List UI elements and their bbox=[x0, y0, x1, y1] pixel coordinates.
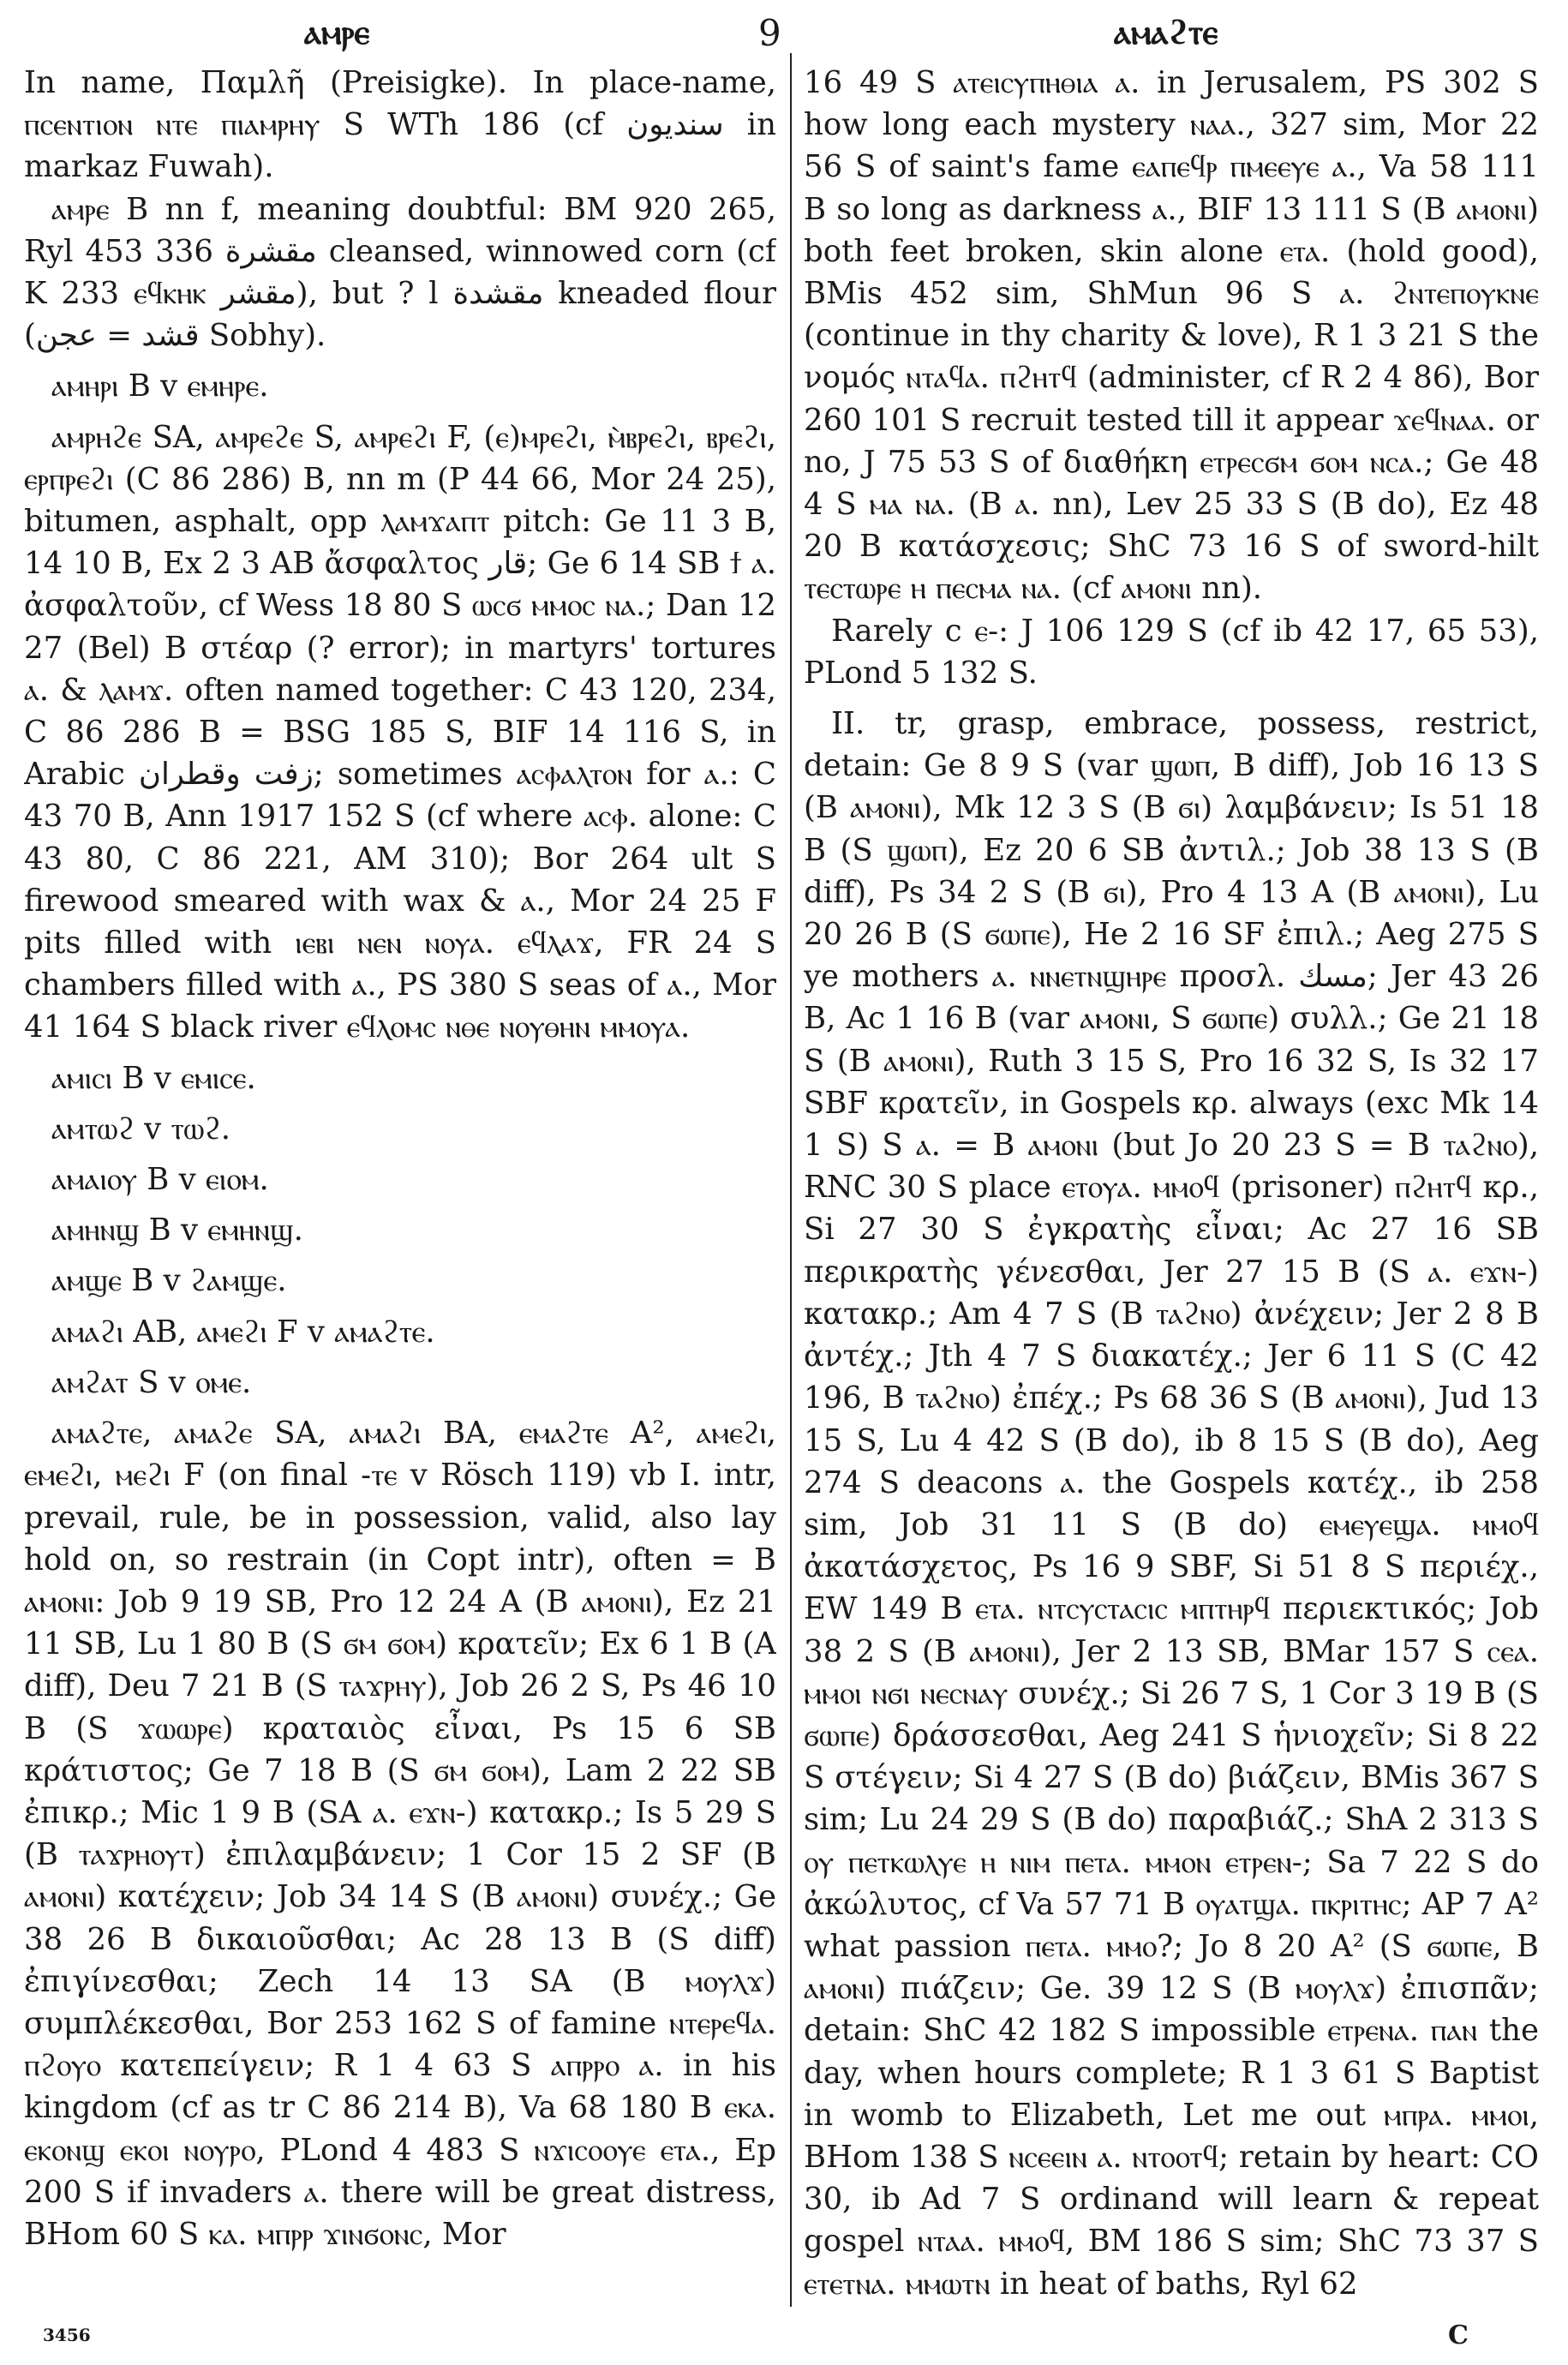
entry-continuation: In name, Παμλῆ (Preisigke). In place-name, ⲡⲥⲉⲛⲧⲓⲟⲛ ⲛⲧⲉ ⲡⲓⲁⲙⲣⲏⲩ S WTh 186 (cf سنديون in markaz Fuwah). bbox=[24, 65, 776, 185]
entry-amre: ⲁⲙⲣⲉ B nn f, meaning doubtful: BM 920 265, Ryl 453 336 مقشرة cleansed, winnowed corn (cf K 233 ⲉϥⲕⲏⲕ مقشر), but ? l مقشدة kneaded flour (قشد = عجن Sobhy). bbox=[24, 191, 776, 354]
column-divider bbox=[790, 53, 792, 2307]
cross-reference: ⲁⲙⲧⲱϩ v ⲧⲱϩ. bbox=[51, 1111, 230, 1147]
cross-reference: ⲁⲙⲏⲛϣ B v ⲉⲙⲏⲛϣ. bbox=[51, 1212, 303, 1248]
printer-code: 3456 bbox=[43, 2325, 91, 2345]
cross-reference: ⲁⲙⲓⲥⲓ B v ⲉⲙⲓⲥⲉ. bbox=[51, 1060, 256, 1096]
right-column bbox=[804, 62, 1539, 2307]
right-running-headword: ⲁⲙⲁϩⲧⲉ bbox=[1114, 12, 1218, 52]
page-number: 9 bbox=[758, 12, 781, 54]
cross-reference: ⲁⲙⲏⲣⲓ B v ⲉⲙⲏⲣⲉ. bbox=[51, 368, 269, 404]
entry-amahte: ⲁⲙⲁϩⲧⲉ, ⲁⲙⲁϩⲉ SA, ⲁⲙⲁϩⲓ BA, ⲉⲙⲁϩⲧⲉ A², ⲁⲙⲉϩⲓ, ⲉⲙⲉϩⲓ, ⲙⲉϩⲓ F (on final -ⲧⲉ v Rösch 119) vb I. intr, prevail, rule, be in possession, valid, also lay hold on, so restrain (in Copt intr), often = B ⲁⲙⲟⲛⲓ: Job 9 19 SB, Pro 12 24 A (B ⲁⲙⲟⲛⲓ), Ez 21 11 SB, Lu 1 80 B (S ϭⲙ ϭⲟⲙ) κρατεῖν; Ex 6 1 B (A diff), Deu 7 21 B (S ⲧⲁϫⲣⲏⲩ), Job 26 2 S, Ps 46 10 B (S ϫⲱⲱⲣⲉ) κραταιὸς εἶναι, Ps 15 6 SB κράτιστος; Ge 7 18 B (S ϭⲙ ϭⲟⲙ), Lam 2 22 SB ἐπικρ.; Mic 1 9 B (SA ⲁ. ⲉϫⲛ-) κατακρ.; Is 5 29 S (B ⲧⲁϫⲣⲏⲟⲩⲧ) ἐπιλαμβάνειν; 1 Cor 15 2 SF (B ⲁⲙⲟⲛⲓ) κατέχειν; Job 34 14 S (B ⲁⲙⲟⲛⲓ) συνέχ.; Ge 38 26 B δικαιοῦσθαι; Ac 28 13 B (S diff) ἐπιγίνεσθαι; Zech 14 13 SA (B ⲙⲟⲩⲗϫ) συμπλέκεσθαι, Bor 253 162 S of famine ⲛⲧⲉⲣⲉϥⲁ. ⲡϩⲟⲩⲟ κατεπείγειν; R 1 4 63 S ⲁⲡⲣⲣⲟ ⲁ. in his kingdom (cf as tr C 86 214 B), Va 68 180 B ⲉⲕⲁ. ⲉⲕⲟⲛϣ ⲉⲕⲟⲓ ⲛⲟⲩⲣⲟ, PLond 4 483 S ⲛϫⲓⲥⲟⲟⲩⲉ ⲉⲧⲁ., Ep 200 S if invaders ⲁ. there will be great distress, BHom 60 S ⲕⲁ. ⲙⲡⲣⲣ ϫⲓⲛϭⲟⲛⲥ, Mor bbox=[24, 1416, 776, 2252]
entry-continuation: 16 49 S ⲁⲧⲉⲓⲥⲩⲡⲏⲑⲓⲁ ⲁ. in Jerusalem, PS 302 S how long each mystery ⲛⲁⲁ., 327 sim, Mor 22 56 S of saint's fame ⲉⲁⲡⲉϥⲣ ⲡⲙⲉⲉⲩⲉ ⲁ., Va 58 111 B so long as darkness ⲁ., BIF 13 111 S (B ⲁⲙⲟⲛⲓ) both feet broken, skin alone ⲉⲧⲁ. (hold good), BMis 452 sim, ShMun 96 S ⲁ. ϩⲛⲧⲉⲡⲟⲩⲕⲛⲉ (continue in thy charity & love), R 1 3 21 S the νομός ⲛⲧⲁϥⲁ. ⲡϩⲏⲧϥ (administer, cf R 2 4 86), Bor 260 101 S recruit tested till it appear ϫⲉϥⲛⲁⲁ. or no, J 75 53 S of διαθήκη ⲉⲧⲣⲉⲥϭⲙ ϭⲟⲙ ⲛⲥⲁ.; Ge 48 4 S ⲙⲁ ⲛⲁ. (B ⲁ. nn), Lev 25 33 S (B do), Ez 48 20 B κατάσχεσις; ShC 73 16 S of sword-hilt ⲧⲉⲥⲧⲱⲣⲉ ⲏ ⲡⲉⲥⲙⲁ ⲛⲁ. (cf ⲁⲙⲟⲛⲓ nn). bbox=[804, 65, 1539, 607]
left-column bbox=[24, 62, 776, 2307]
entry-usage-note: Rarely c ⲉ-: J 106 129 S (cf ib 42 17, 65 53), PLond 5 132 S. bbox=[804, 613, 1539, 691]
cross-reference: ⲁⲙⲁϩⲓ AB, ⲁⲙⲉϩⲓ F v ⲁⲙⲁϩⲧⲉ. bbox=[51, 1314, 435, 1350]
running-header bbox=[0, 7, 1568, 67]
left-running-headword: ⲁⲙⲣⲉ bbox=[304, 12, 370, 52]
cross-reference: ⲁⲙⲁⲓⲟⲩ B v ⲉⲓⲟⲙ. bbox=[51, 1162, 269, 1198]
signature-mark: C bbox=[1448, 2320, 1469, 2350]
entry-section-transitive: II. tr, grasp, embrace, possess, restrict, detain: Ge 8 9 S (var ϣⲱⲡ, B diff), Job 16 13 S (B ⲁⲙⲟⲛⲓ), Mk 12 3 S (B ϭⲓ) λαμβάνειν; Is 51 18 B (S ϣⲱⲡ), Ez 20 6 SB ἀντιλ.; Job 38 13 S (B diff), Ps 34 2 S (B ϭⲓ), Pro 4 13 A (B ⲁⲙⲟⲛⲓ), Lu 20 26 B (S ϭⲱⲡⲉ), He 2 16 SF ἐπιλ.; Aeg 275 S ye mothers ⲁ. ⲛⲛⲉⲧⲛϣⲏⲣⲉ προσλ. مسك; Jer 43 26 B, Ac 1 16 B (var ⲁⲙⲟⲛⲓ, S ϭⲱⲡⲉ) συλλ.; Ge 21 18 S (B ⲁⲙⲟⲛⲓ), Ruth 3 15 S, Pro 16 32 S, Is 32 17 SBF κρατεῖν, in Gospels κρ. always (exc Mk 14 1 S) S ⲁ. = B ⲁⲙⲟⲛⲓ (but Jo 20 23 S = B ⲧⲁϩⲛⲟ), RNC 30 S place ⲉⲧⲟⲩⲁ. ⲙⲙⲟϥ (prisoner) ⲡϩⲏⲧϥ κρ., Si 27 30 S ἐγκρατὴς εἶναι; Ac 27 16 SB περικρατὴς γένεσθαι, Jer 27 15 B (S ⲁ. ⲉϫⲛ-) κατακρ.; Am 4 7 S (B ⲧⲁϩⲛⲟ) ἀνέχειν; Jer 2 8 B ἀντέχ.; Jth 4 7 S διακατέχ.; Jer 6 11 S (C 42 196, B ⲧⲁϩⲛⲟ) ἐπέχ.; Ps 68 36 S (B ⲁⲙⲟⲛⲓ), Jud 13 15 S, Lu 4 42 S (B do), ib 8 15 S (B do), Aeg 274 S deacons ⲁ. the Gospels κατέχ., ib 258 sim, Job 31 11 S (B do) ⲉⲙⲉⲩⲉϣⲁ. ⲙⲙⲟϥ ἀκατάσχετος, Ps 16 9 SBF, Si 51 8 S περιέχ., EW 149 B ⲉⲧⲁ. ⲛⲧⲥⲩⲥⲧⲁⲥⲓⲥ ⲙⲡⲧⲏⲣϥ περιεκτικός; Job 38 2 S (B ⲁⲙⲟⲛⲓ), Jer 2 13 SB, BMar 157 S ⲥⲉⲁ. ⲙⲙⲟⲓ ⲛϭⲓ ⲛⲉⲥⲛⲁⲩ συνέχ.; Si 26 7 S, 1 Cor 3 19 B (S ϭⲱⲡⲉ) δράσσεσθαι, Aeg 241 S ἡνιοχεῖν; Si 8 22 S στέγειν; Si 4 27 S (B do) βιάζειν, BMis 367 S sim; Lu 24 29 S (B do) παραβιάζ.; ShA 2 313 S ⲟⲩ ⲡⲉⲧⲕⲱⲗⲩⲉ ⲏ ⲛⲓⲙ ⲡⲉⲧⲁ. ⲙⲙⲟⲛ ⲉⲧⲣⲉⲛ-; Sa 7 22 S do ἀκώλυτος, cf Va 57 71 B ⲟⲩⲁⲧϣⲁ. ⲡⲕⲣⲓⲧⲏⲥ; AP 7 A² what passion ⲡⲉⲧⲁ. ⲙⲙⲟ?; Jo 8 20 A² (S ϭⲱⲡⲉ, B ⲁⲙⲟⲛⲓ) πιάζειν; Ge. 39 12 S (B ⲙⲟⲩⲗϫ) ἐπισπᾶν; detain: ShC 42 182 S impossible ⲉⲧⲣⲉⲛⲁ. ⲡⲁⲛ the day, when hours complete; R 1 3 61 S Baptist in womb to Elizabeth, Let me out ⲙⲡⲣⲁ. ⲙⲙⲟⲓ, BHom 138 S ⲛⲥⲉⲉⲓⲛ ⲁ. ⲛⲧⲟⲟⲧϥ; retain by heart: CO 30, ib Ad 7 S ordinand will learn & repeat gospel ⲛⲧⲁⲁ. ⲙⲙⲟϥ, BM 186 S sim; ShC 73 37 S ⲉⲧⲉⲧⲛⲁ. ⲙⲙⲱⲧⲛ in heat of baths, Ryl 62 bbox=[804, 706, 1539, 2302]
entry-amrehe: ⲁⲙⲣⲏϩⲉ SA, ⲁⲙⲣⲉϩⲉ S, ⲁⲙⲣⲉϩⲓ F, (ⲉ)ⲙⲣⲉϩⲓ, ⲙ̀ⲃⲣⲉϩⲓ, ⲃⲣⲉϩⲓ, ⲉⲣⲡⲣⲉϩⲓ (C 86 286) B, nn m (P 44 66, Mor 24 25), bitumen, asphalt, opp ⲗⲁⲙϫⲁⲡⲧ pitch: Ge 11 3 B, 14 10 B, Ex 2 3 AB ἄσφαλτος قار; Ge 6 14 SB ϯ ⲁ. ἀσφαλτοῦν, cf Wess 18 80 S ⲱⲥϭ ⲙⲙⲟⲥ ⲛⲁ.; Dan 12 27 (Bel) B στέαρ (? error); in martyrs' tortures ⲁ. & ⲗⲁⲙϫ. often named together: C 43 120, 234, C 86 286 B = BSG 185 S, BIF 14 116 S, in Arabic زفت وقطران; sometimes ⲁⲥⲫⲁⲗⲧⲟⲛ for ⲁ.: C 43 70 B, Ann 1917 152 S (cf where ⲁⲥⲫ. alone: C 43 80, C 86 221, AM 310); Bor 264 ult S firewood smeared with wax & ⲁ., Mor 24 25 F pits filled with ⲓⲉⲃⲓ ⲛⲉⲛ ⲛⲟⲩⲁ. ⲉϥⲗⲁϫ, FR 24 S chambers filled with ⲁ., PS 380 S seas of ⲁ., Mor 41 164 S black river ⲉϥⲗⲟⲙⲥ ⲛⲑⲉ ⲛⲟⲩⲑⲏⲛ ⲙⲙⲟⲩⲁ. bbox=[24, 419, 776, 1045]
cross-reference: ⲁⲙϣⲉ B v ϩⲁⲙϣⲉ. bbox=[51, 1263, 287, 1299]
cross-reference: ⲁⲙϩⲁⲧ S v ⲟⲙⲉ. bbox=[51, 1364, 252, 1400]
